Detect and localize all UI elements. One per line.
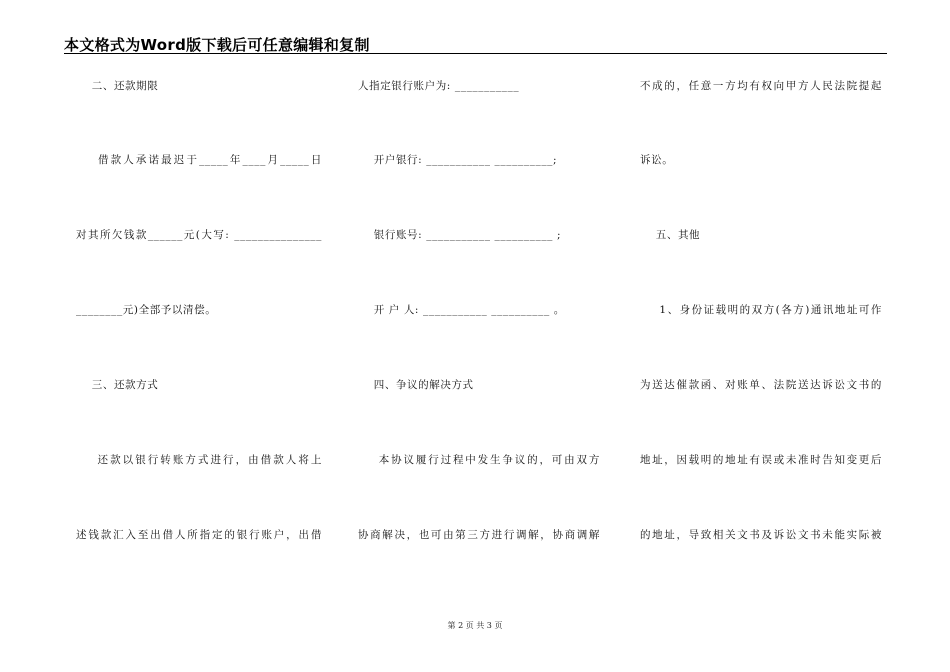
text-line: 还款以银行转账方式进行，由借款人将上: [76, 454, 322, 466]
text-line: ________元)全部予以清偿。: [76, 304, 217, 316]
section-heading: 四、争议的解决方式: [358, 379, 474, 391]
text-line: 不成的，任意一方均有权向甲方人民法院提起: [640, 80, 882, 92]
section-heading: 三、还款方式: [76, 379, 159, 391]
text-line: 的地址，导致相关文书及诉讼文书未能实际被: [640, 529, 882, 541]
text-line: 借款人承诺最迟于_____年____月_____日: [76, 154, 322, 166]
text-line: 本协议履行过程中发生争议的，可由双方: [358, 454, 600, 466]
text-line: 为送达催款函、对账单、法院送达诉讼文书的: [640, 379, 882, 391]
text-line: 开户银行: ___________ __________;: [358, 154, 558, 166]
page-number: 第 2 页 共 3 页: [447, 621, 503, 630]
text-line: 1、身份证载明的双方(各方)通讯地址可作: [640, 304, 882, 316]
text-line: 对其所欠钱款______元(大写: _______________: [76, 229, 322, 241]
text-line: 诉讼。: [640, 154, 674, 166]
text-line: 人指定银行账户为: ___________: [358, 80, 520, 92]
text-line: 协商解决，也可由第三方进行调解，协商调解: [358, 529, 600, 541]
header-rule: [64, 53, 887, 54]
text-line: 银行账号: ___________ __________ ;: [358, 229, 562, 241]
text-line: 述钱款汇入至出借人所指定的银行账户，出借: [76, 529, 322, 541]
section-heading: 五、其他: [640, 229, 701, 241]
document-header-title: 本文格式为Word版下载后可任意编辑和复制: [64, 36, 370, 54]
text-line: 开 户 人: ___________ __________ 。: [358, 304, 565, 316]
text-line: 二、还款期限: [76, 80, 159, 92]
text-line: 地址，因载明的地址有误或未准时告知变更后: [640, 454, 882, 466]
